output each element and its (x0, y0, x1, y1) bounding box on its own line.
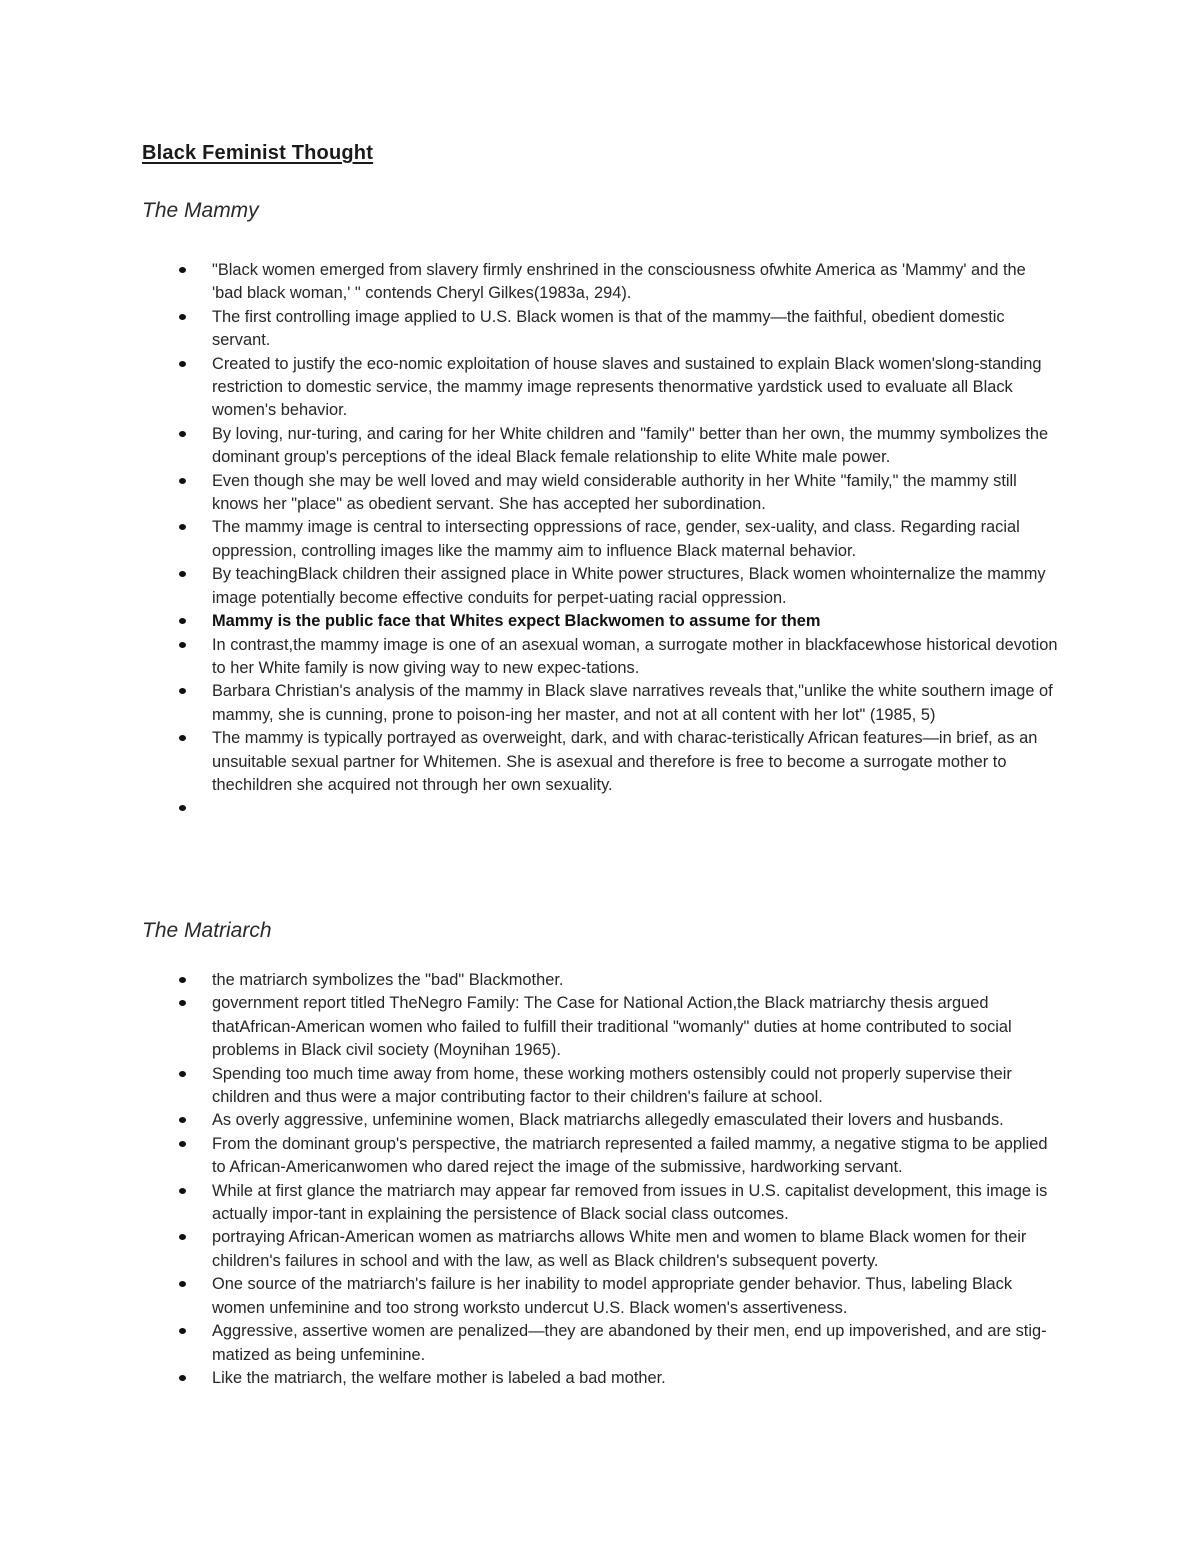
list-item (170, 306, 1060, 353)
bullet-icon (179, 618, 186, 624)
list-item-text: By teachingBlack children their assigned place in White power structures, Black women whointernalize the mammy image potentially become effective conduits for perpet-uating racial oppression. (212, 565, 1046, 607)
list-item (170, 969, 1060, 992)
list-item-text: The mammy is typically portrayed as overweight, dark, and with charac-teristically African features—in brief, as an unsuitable sexual partner for Whitemen. She is asexual and therefore is free to become a surrogate mother to thechildren she acquired not through her own sexuality. (212, 729, 1038, 794)
list-item-empty (170, 797, 1060, 820)
bullet-icon (179, 1071, 186, 1077)
list-item-text: In contrast,the mammy image is one of an asexual woman, a surrogate mother in blackfacewhose historical devotion to her White family is now giving way to new expec-tations. (212, 635, 1058, 677)
list-item (170, 1273, 1060, 1320)
list-item-text: portraying African-American women as matriarchs allows White men and women to blame Black women for their children's failures in school and with the law, as well as Black children's subsequent poverty. (212, 1228, 1027, 1270)
bullet-icon (179, 1375, 186, 1381)
bullet-icon (179, 1281, 186, 1287)
list-item (170, 1226, 1060, 1273)
bullet-icon (179, 1000, 186, 1006)
list-item-text: the matriarch symbolizes the "bad" Blackmother. (212, 971, 564, 989)
bullet-icon (179, 805, 186, 811)
bullet-icon (179, 735, 186, 741)
list-item-emphasized (170, 610, 1060, 633)
bullet-list-mammy (170, 259, 1060, 820)
list-item (170, 1180, 1060, 1227)
bullet-icon (179, 361, 186, 367)
list-item-text: Created to justify the eco-nomic exploitation of house slaves and sustained to explain Black women'slong-standing restriction to domestic service, the mammy image represents thenormative yardstick used to evaluate all Black women's behavior. (212, 354, 1042, 420)
list-item-text: Mammy is the public face that Whites expect Blackwomen to assume for them (212, 612, 821, 631)
list-item (170, 259, 1060, 306)
list-item-text: While at first glance the matriarch may appear far removed from issues in U.S. capitalist development, this image is actually impor-tant in explaining the persistence of Black social class outcomes. (212, 1181, 1048, 1224)
list-item (170, 680, 1060, 727)
list-item (170, 470, 1060, 517)
bullet-icon (179, 642, 186, 648)
list-item-text: Even though she may be well loved and may wield considerable authority in her White "family," the mammy still knows her "place" as obedient servant. She has accepted her subordination. (212, 471, 1017, 514)
bullet-list-matriarch (170, 969, 1060, 1390)
bullet-icon (179, 1141, 186, 1147)
list-item (170, 992, 1060, 1062)
list-item-text: As overly aggressive, unfeminine women, Black matriarchs allegedly emasculated their lovers and husbands. (212, 1111, 1004, 1130)
list-item (170, 1109, 1060, 1132)
bullet-icon (179, 1234, 186, 1240)
list-item-text: "Black women emerged from slavery firmly enshrined in the consciousness ofwhite America as 'Mammy' and the 'bad black woman,' " contends Cheryl Gilkes(1983a, 294). (212, 261, 1026, 303)
list-item-text: Like the matriarch, the welfare mother is labeled a bad mother. (212, 1368, 666, 1387)
list-item-text: By loving, nur-turing, and caring for her White children and "family" better than her own, the mummy symbolizes the dominant group's perceptions of the ideal Black female relationship to elite White male power. (212, 424, 1049, 467)
bullet-icon (179, 524, 186, 530)
bullet-icon (179, 688, 186, 694)
list-item (170, 563, 1060, 610)
list-item-text: One source of the matriarch's failure is her inability to model appropriate gender behavior. Thus, labeling Black women unfeminine and too strong worksto undercut U.S. Black women's assertiveness. (212, 1275, 1013, 1317)
list-item (170, 516, 1060, 563)
list-item (170, 1320, 1060, 1367)
bullet-icon (179, 1117, 186, 1123)
list-item-text: The mammy image is central to intersecting oppressions of race, gender, sex-uality, and class. Regarding racial oppression, controlling images like the mammy aim to influence Black maternal behavior. (212, 518, 1020, 560)
list-item (170, 634, 1060, 681)
bullet-icon (179, 314, 186, 320)
list-item (170, 1367, 1060, 1390)
section-heading-matriarch: The Matriarch (142, 919, 272, 942)
list-item-text: From the dominant group's perspective, the matriarch represented a failed mammy, a negative stigma to be applied to African-Americanwomen who dared reject the image of the submissive, hardworking servant. (212, 1134, 1048, 1177)
list-item (170, 423, 1060, 470)
bullet-icon (179, 431, 186, 437)
list-item-text: The first controlling image applied to U.S. Black women is that of the mammy—the faithful, obedient domestic servant. (212, 307, 1005, 350)
document-title: Black Feminist Thought (142, 142, 374, 164)
bullet-icon (179, 1328, 186, 1334)
bullet-icon (179, 267, 186, 273)
section-heading-mammy: The Mammy (142, 199, 259, 222)
list-item-text: Spending too much time away from home, these working mothers ostensibly could not properly supervise their children and thus were a major contributing factor to their children's failure at school. (212, 1064, 1012, 1107)
bullet-icon (179, 571, 186, 577)
list-item (170, 1133, 1060, 1180)
list-item (170, 727, 1060, 797)
bullet-icon (179, 1188, 186, 1194)
list-item-text: Barbara Christian's analysis of the mammy in Black slave narratives reveals that,"unlike the white southern image of mammy, she is cunning, prone to poison-ing her master, and not at all content with her lot" (1985, 5) (212, 682, 1053, 724)
list-item (170, 353, 1060, 423)
list-item (170, 1063, 1060, 1110)
list-item-text: Aggressive, assertive women are penalized—they are abandoned by their men, end up impoverished, and are stig-matized as being unfeminine. (212, 1322, 1047, 1364)
bullet-icon (179, 977, 186, 983)
bullet-icon (179, 478, 186, 484)
list-item-text: government report titled TheNegro Family: The Case for National Action,the Black matriarchy thesis argued thatAfrican-American women who failed to fulfill their traditional "womanly" duties at home contributed to social problems in Black civil society (Moynihan 1965). (212, 994, 1012, 1060)
